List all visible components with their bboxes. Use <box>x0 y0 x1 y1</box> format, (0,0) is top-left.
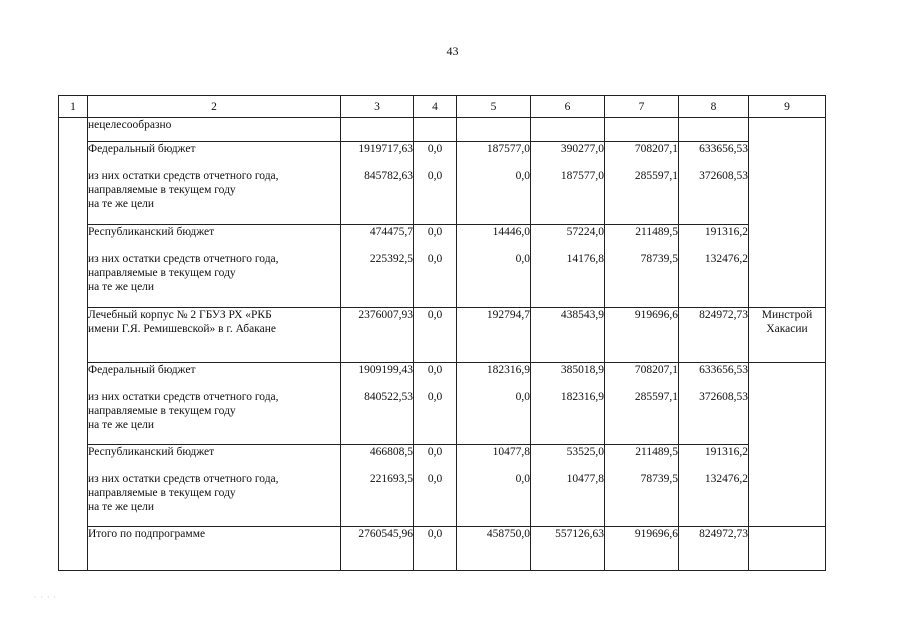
value: 285597,1 <box>634 391 678 403</box>
value-cell <box>341 363 414 445</box>
value-cell <box>679 445 749 527</box>
value: 191316,2 <box>704 446 748 458</box>
value-cell <box>341 445 414 527</box>
value-cell: 824972,73 <box>679 527 749 571</box>
table-row <box>59 225 826 308</box>
responsible-text: Хакасии <box>766 323 808 335</box>
value-cell <box>341 225 414 308</box>
value-cell: 2760545,96 <box>341 527 414 571</box>
value-cell: 919696,6 <box>605 527 679 571</box>
description-cell: нецелесообразно <box>88 118 341 142</box>
table-row <box>59 363 826 445</box>
description-text: направляемые в текущем году <box>88 184 236 196</box>
value: 132476,2 <box>704 473 748 485</box>
value-cell <box>531 445 605 527</box>
responsible-cell <box>749 527 826 571</box>
value: 474475,7 <box>369 226 413 238</box>
description-text: на те же цели <box>88 419 155 431</box>
value-cell: 438543,9 <box>531 308 605 363</box>
faint-stamp-mark: · · · · <box>34 592 57 602</box>
value-cell: 0,0 <box>414 527 457 571</box>
header-cell: 3 <box>341 96 414 118</box>
description-text: Республиканский бюджет <box>88 446 215 458</box>
value: 0,0 <box>427 143 443 155</box>
value-cell <box>414 225 457 308</box>
header-cell: 2 <box>88 96 341 118</box>
empty-cell <box>605 118 679 142</box>
description-text: из них остатки средств отчетного года, <box>88 473 279 485</box>
value-cell <box>531 225 605 308</box>
value-cell: 2376007,93 <box>341 308 414 363</box>
value-cell <box>341 142 414 225</box>
value: 372608,53 <box>699 391 748 403</box>
description-text: на те же цели <box>88 281 155 293</box>
value-cell <box>414 445 457 527</box>
header-cell: 7 <box>605 96 679 118</box>
description-text: из них остатки средств отчетного года, <box>88 391 279 403</box>
value-cell <box>679 363 749 445</box>
value: 1909199,43 <box>358 364 413 376</box>
value: 78739,5 <box>640 473 678 485</box>
value: 0,0 <box>515 473 530 485</box>
number-cell <box>59 118 88 571</box>
value: 14176,8 <box>566 253 604 265</box>
page-number: 43 <box>446 44 459 58</box>
value: 132476,2 <box>704 253 748 265</box>
value: 708207,1 <box>634 143 678 155</box>
value-cell: 557126,63 <box>531 527 605 571</box>
value: 187577,0 <box>486 143 530 155</box>
value: 385018,9 <box>560 364 604 376</box>
value: 285597,1 <box>634 170 678 182</box>
value: 57224,0 <box>566 226 604 238</box>
value-cell <box>457 142 531 225</box>
budget-table <box>58 95 826 571</box>
value: 0,0 <box>427 253 443 265</box>
value-cell: 458750,0 <box>457 527 531 571</box>
value: 211489,5 <box>635 226 678 238</box>
value-cell <box>531 363 605 445</box>
value: 708207,1 <box>634 364 678 376</box>
description-cell <box>88 225 341 308</box>
table-row <box>59 142 826 225</box>
value-cell <box>457 363 531 445</box>
table-row <box>59 308 826 363</box>
description-text: направляемые в текущем году <box>88 267 236 279</box>
description-cell <box>88 363 341 445</box>
responsible-cell <box>749 363 826 527</box>
table-row <box>59 445 826 527</box>
value: 78739,5 <box>640 253 678 265</box>
description-cell <box>88 142 341 225</box>
value-cell <box>605 445 679 527</box>
header-cell: 6 <box>531 96 605 118</box>
header-cell: 8 <box>679 96 749 118</box>
value: 633656,53 <box>699 364 748 376</box>
table-row <box>59 118 826 142</box>
value-cell: 192794,7 <box>457 308 531 363</box>
value: 840522,53 <box>364 391 413 403</box>
description-text: направляемые в текущем году <box>88 487 236 499</box>
value-cell <box>414 363 457 445</box>
value: 0,0 <box>427 446 443 458</box>
value-cell <box>457 225 531 308</box>
description-text: Федеральный бюджет <box>88 143 196 155</box>
header-cell: 9 <box>749 96 826 118</box>
description-cell: Итого по подпрограмме <box>88 527 341 571</box>
empty-cell <box>414 118 457 142</box>
value: 0,0 <box>427 391 443 403</box>
value: 0,0 <box>515 253 530 265</box>
value: 182316,9 <box>486 364 530 376</box>
value: 10477,8 <box>566 473 604 485</box>
empty-cell <box>457 118 531 142</box>
value: 53525,0 <box>566 446 604 458</box>
value: 845782,63 <box>364 170 413 182</box>
responsible-text: Минстрой <box>761 309 813 321</box>
value: 187577,0 <box>560 170 604 182</box>
empty-cell <box>341 118 414 142</box>
header-cell: 1 <box>59 96 88 118</box>
value: 225392,5 <box>369 253 413 265</box>
value: 0,0 <box>427 473 443 485</box>
value: 633656,53 <box>699 143 748 155</box>
value: 0,0 <box>427 226 443 238</box>
value: 0,0 <box>515 170 530 182</box>
value-cell <box>605 225 679 308</box>
description-text: направляемые в текущем году <box>88 405 236 417</box>
value: 0,0 <box>427 364 443 376</box>
table-row <box>59 527 826 571</box>
value: 390277,0 <box>560 143 604 155</box>
value: 14446,0 <box>492 226 530 238</box>
value: 182316,9 <box>560 391 604 403</box>
description-cell <box>88 308 341 363</box>
description-text: на те же цели <box>88 198 155 210</box>
responsible-cell <box>749 118 826 308</box>
value-cell <box>457 445 531 527</box>
header-row <box>59 96 826 118</box>
responsible-cell <box>749 308 826 363</box>
description-text: Республиканский бюджет <box>88 226 215 238</box>
empty-cell <box>531 118 605 142</box>
value: 191316,2 <box>704 226 748 238</box>
value: 211489,5 <box>635 446 678 458</box>
value-cell <box>605 142 679 225</box>
value: 10477,8 <box>492 446 530 458</box>
value-cell: 824972,73 <box>679 308 749 363</box>
value-cell: 919696,6 <box>605 308 679 363</box>
value-cell: 0,0 <box>414 308 457 363</box>
header-cell: 4 <box>414 96 457 118</box>
description-text: из них остатки средств отчетного года, <box>88 170 279 182</box>
value: 221693,5 <box>369 473 413 485</box>
description-text: из них остатки средств отчетного года, <box>88 253 279 265</box>
description-text: Лечебный корпус № 2 ГБУЗ РХ «РКБ <box>88 309 272 321</box>
description-text: имени Г.Я. Ремишевской» в г. Абакане <box>88 323 277 335</box>
value: 466808,5 <box>369 446 413 458</box>
value-cell <box>679 225 749 308</box>
description-text: Федеральный бюджет <box>88 364 196 376</box>
header-cell: 5 <box>457 96 531 118</box>
value-cell <box>414 142 457 225</box>
description-text: на те же цели <box>88 501 155 513</box>
value: 0,0 <box>427 170 443 182</box>
value: 1919717,63 <box>358 143 413 155</box>
empty-cell <box>679 118 749 142</box>
value-cell <box>679 142 749 225</box>
value-cell <box>531 142 605 225</box>
value-cell <box>605 363 679 445</box>
description-cell <box>88 445 341 527</box>
value: 372608,53 <box>699 170 748 182</box>
value: 0,0 <box>515 391 530 403</box>
